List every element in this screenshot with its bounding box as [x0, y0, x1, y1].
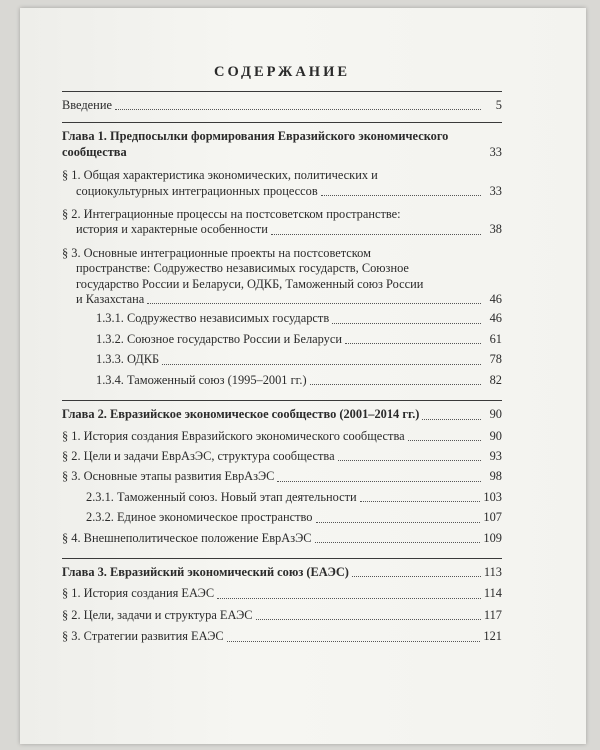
leader-dots	[408, 439, 481, 441]
leader-dots	[271, 233, 481, 235]
entry-title-line: сообщества	[62, 144, 127, 159]
separator	[62, 400, 502, 401]
leader-dots	[321, 194, 481, 196]
leader-dots	[162, 363, 481, 365]
separator	[62, 91, 502, 92]
entry-title: § 1. История создания Евразийского экономического сообщества	[62, 428, 405, 443]
book-page	[20, 8, 586, 744]
toc-entry-1-3	[62, 246, 502, 308]
entry-page: 82	[489, 372, 502, 387]
toc-entry-2-4	[62, 531, 502, 546]
entry-page: 98	[489, 469, 502, 484]
entry-page: 78	[489, 352, 502, 367]
entry-page: 103	[483, 489, 502, 504]
entry-title: 1.3.2. Союзное государство России и Беларуси	[96, 331, 342, 346]
entry-title: Введение	[62, 98, 112, 112]
entry-title: § 3. Стратегии развития ЕАЭС	[62, 629, 224, 644]
leader-dots	[316, 521, 481, 523]
entry-title: § 4. Внешнеполитическое положение ЕврАзЭС	[62, 530, 312, 545]
entry-title-line: государство России и Беларуси, ОДКБ, Таможенный союз России	[76, 276, 424, 291]
entry-title: § 1. История создания ЕАЭС	[62, 586, 215, 601]
table-of-contents	[62, 64, 502, 645]
leader-dots	[352, 575, 481, 577]
entry-page: 93	[489, 448, 502, 463]
toc-list	[62, 91, 502, 645]
toc-entry-1-3-3	[62, 352, 502, 367]
toc-entry-chapter-2	[62, 407, 502, 422]
entry-title-line: и Казахстана	[76, 292, 145, 307]
entry-title: § 3. Основные этапы развития ЕврАзЭС	[62, 469, 275, 484]
leader-dots	[360, 500, 481, 502]
entry-title-line: § 3. Основные интеграционные проекты на постсоветском	[62, 245, 371, 260]
toc-entry-3-2	[62, 608, 502, 623]
leader-dots	[315, 541, 481, 543]
leader-dots	[332, 322, 481, 324]
entry-title-line: Глава 1. Предпосылки формирования Евразийского экономического	[62, 129, 449, 144]
entry-title: Глава 3. Евразийский экономический союз (ЕАЭС)	[62, 564, 349, 579]
toc-entry-1-1	[62, 168, 502, 199]
entry-title: 2.3.1. Таможенный союз. Новый этап деятельности	[86, 489, 357, 504]
entry-title: § 2. Цели и задачи ЕврАзЭС, структура сообщества	[62, 448, 335, 463]
entry-page: 46	[489, 311, 502, 326]
entry-page: 90	[489, 407, 502, 422]
entry-page: 113	[483, 564, 502, 579]
toc-entry-chapter-3	[62, 565, 502, 580]
entry-page: 46	[489, 292, 502, 307]
entry-page: 90	[489, 428, 502, 443]
entry-title: 2.3.2. Единое экономическое пространство	[86, 510, 313, 525]
leader-dots	[277, 480, 481, 482]
entry-title: 1.3.4. Таможенный союз (1995–2001 гг.)	[96, 372, 307, 387]
entry-page: 33	[489, 144, 502, 159]
entry-page: 117	[483, 607, 502, 622]
toc-entry-2-2	[62, 449, 502, 464]
entry-page: 107	[483, 510, 502, 525]
entry-title-line: § 2. Интеграционные процессы на постсоветском пространстве:	[62, 207, 401, 222]
entry-page: 61	[489, 331, 502, 346]
leader-blank	[130, 155, 481, 157]
entry-title-line: § 1. Общая характеристика экономических, политических и	[62, 168, 378, 183]
toc-entry-chapter-1	[62, 129, 502, 160]
toc-entry-3-3	[62, 629, 502, 644]
entry-title-line: история и характерные особенности	[76, 222, 268, 237]
toc-entry-intro	[62, 98, 502, 113]
toc-entry-2-3-2	[62, 510, 502, 525]
entry-page: 114	[483, 586, 502, 601]
toc-entry-2-1	[62, 429, 502, 444]
leader-dots	[338, 459, 481, 461]
toc-entry-2-3	[62, 469, 502, 484]
toc-entry-1-3-2	[62, 332, 502, 347]
toc-entry-1-2	[62, 207, 502, 238]
leader-dots	[345, 342, 481, 344]
entry-page: 121	[483, 629, 502, 644]
page-title: СОДЕРЖАНИЕ	[213, 64, 351, 80]
entry-page: 38	[489, 222, 502, 237]
entry-page: 5	[495, 98, 502, 112]
entry-title: § 2. Цели, задачи и структура ЕАЭС	[62, 607, 253, 622]
separator	[62, 122, 502, 123]
leader-dots	[115, 108, 481, 110]
toc-entry-1-3-1	[62, 311, 502, 326]
leader-dots	[147, 302, 481, 304]
entry-title: Глава 2. Евразийское экономическое сообщество (2001–2014 гг.)	[62, 407, 420, 422]
toc-entry-3-1	[62, 586, 502, 601]
leader-dots	[217, 597, 481, 599]
leader-dots	[256, 618, 481, 620]
entry-title-line: пространстве: Содружество независимых государств, Союзное	[76, 261, 409, 276]
entry-title: 1.3.1. Содружество независимых государств	[96, 311, 330, 326]
entry-title: 1.3.3. ОДКБ	[96, 352, 160, 367]
toc-entry-2-3-1	[62, 490, 502, 505]
entry-page: 109	[483, 530, 502, 545]
entry-page: 33	[489, 183, 502, 198]
leader-dots	[422, 418, 481, 420]
separator	[62, 558, 502, 559]
leader-dots	[227, 640, 481, 642]
leader-dots	[310, 383, 481, 385]
toc-entry-1-3-4	[62, 373, 502, 388]
entry-title-line: социокультурных интеграционных процессов	[76, 183, 318, 198]
